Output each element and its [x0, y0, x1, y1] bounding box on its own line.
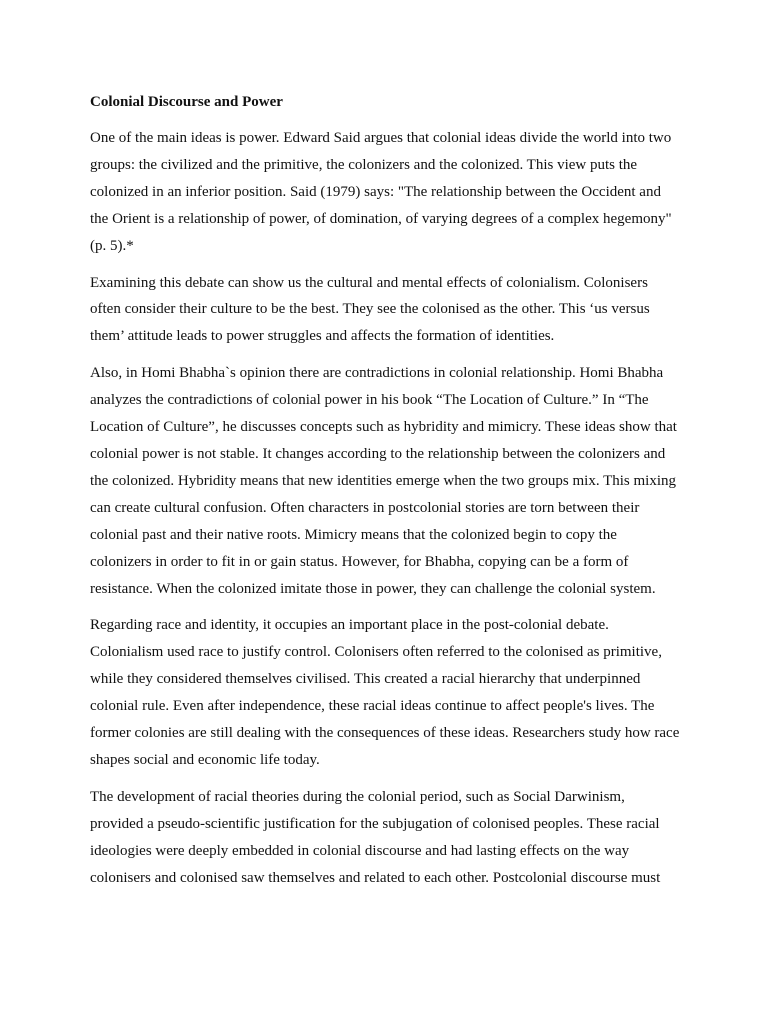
paragraph-cultural-effects: Examining this debate can show us the cultural and mental effects of colonialism. Colonisers often consider their culture to be the best. They see the colonised as the other. This ‘us versus them’ attitude leads to power struggles and affects the formation of identities. — [90, 274, 650, 345]
document-body — [90, 91, 680, 901]
paragraph-power: One of the main ideas is power. Edward Said argues that colonial ideas divide the world into two groups: the civilized and the primitive, the colonizers and the colonized. This view puts the colonized in an inferior position. Said (1979) says: "The relationship between the Occident and the Orient is a relationship of power, of domination, of varying degrees of a complex hegemony" (p. 5).* — [90, 130, 672, 254]
section-heading: Colonial Discourse and Power — [90, 94, 283, 110]
paragraph-racial-theories: The development of racial theories during the colonial period, such as Social Darwinism, provided a pseudo-scientific justification for the subjugation of colonised peoples. These racial ideologies were deeply embedded in colonial discourse and had lasting effects on the way colonisers and colonised saw themselves and related to each other. Postcolonial discourse must — [90, 788, 661, 886]
paragraph-bhabha: Also, in Homi Bhabha`s opinion there are contradictions in colonial relationship. Homi Bhabha analyzes the contradictions of colonial power in his book “The Location of Culture.” In “The Location of Culture”, he discusses concepts such as hybridity and mimicry. These ideas show that colonial power is not stable. It changes according to the relationship between the colonizers and the colonized. Hybridity means that new identities emerge when the two groups mix. This mixing can create cultural confusion. Often characters in postcolonial stories are torn between their colonial past and their native roots. Mimicry means that the colonized begin to copy the colonizers in order to fit in or gain status. However, for Bhabha, copying can be a form of resistance. When the colonized imitate those in power, they can challenge the colonial system. — [90, 365, 677, 597]
paragraph-race-identity: Regarding race and identity, it occupies an important place in the post-colonial debate. Colonialism used race to justify control. Colonisers often referred to the colonised as primitive, while they considered themselves civilised. This created a racial hierarchy that underpinned colonial rule. Even after independence, these racial ideas continue to affect people's lives. The former colonies are still dealing with the consequences of these ideas. Researchers study how race shapes social and economic life today. — [90, 617, 680, 768]
